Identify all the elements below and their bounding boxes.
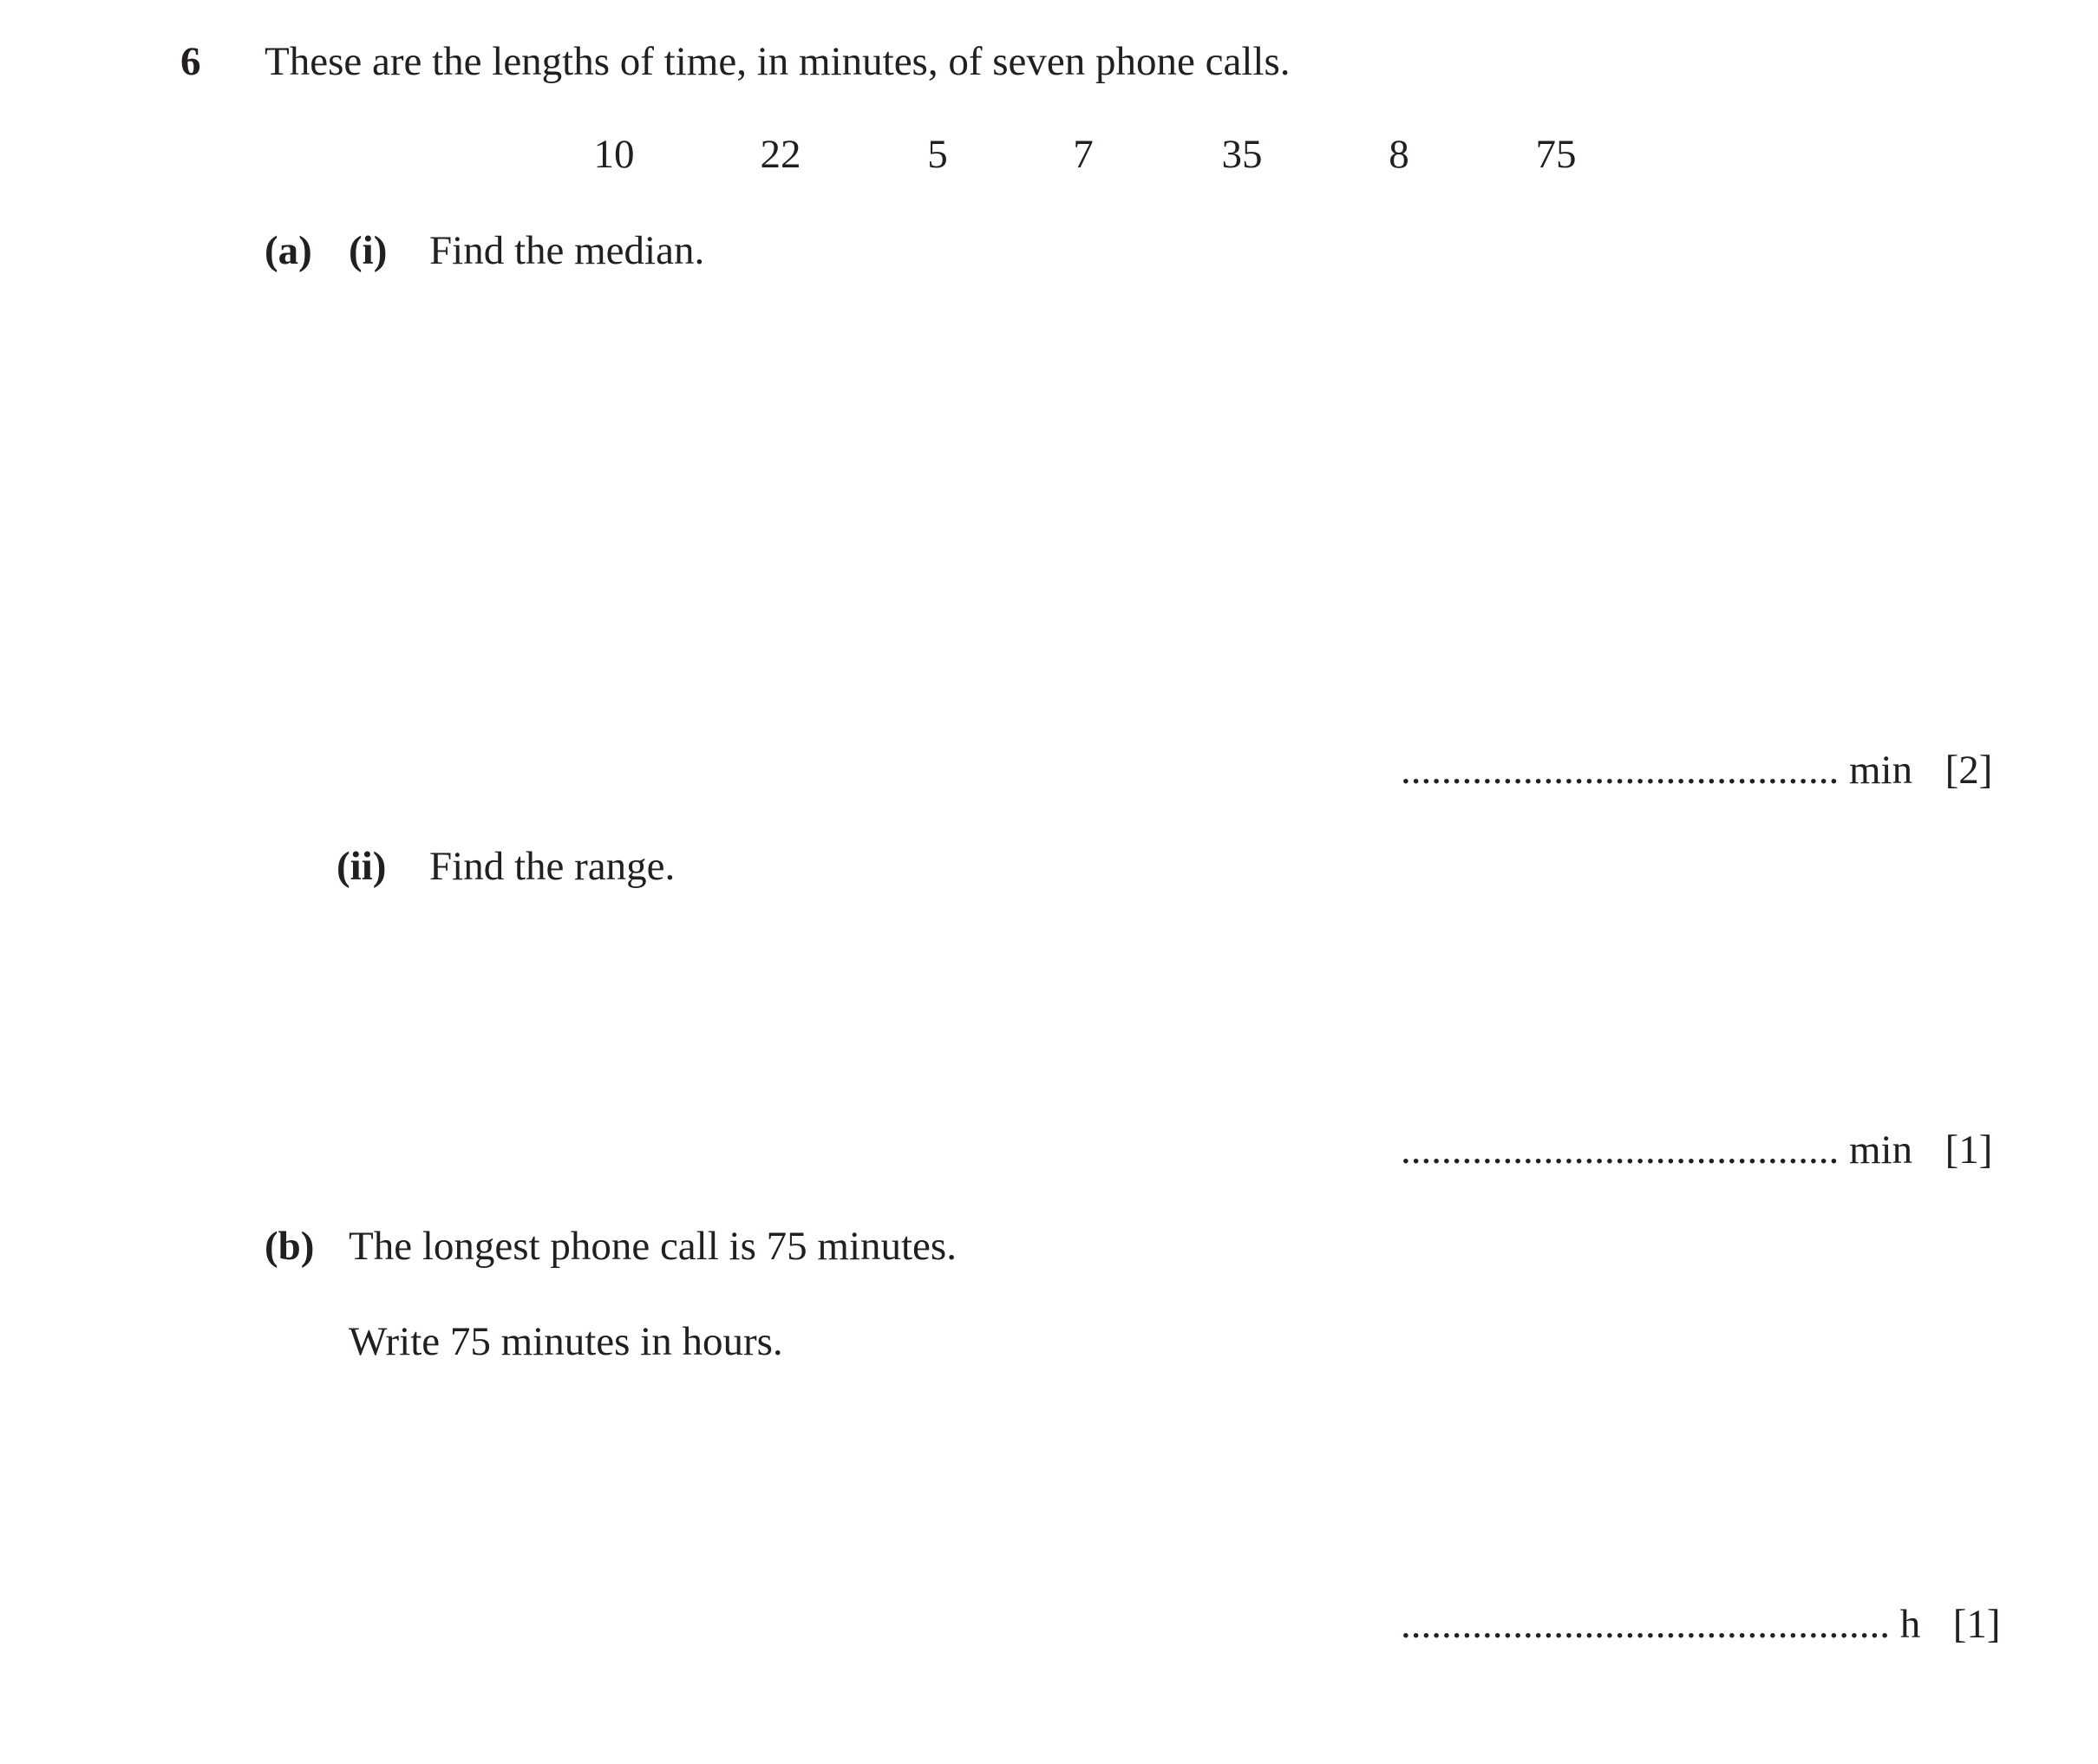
answer-unit: min (1849, 1127, 1913, 1173)
answer-dots: ........................................... (1401, 748, 1840, 793)
data-value: 7 (1073, 132, 1094, 177)
question-number: 6 (180, 39, 201, 84)
data-value: 8 (1389, 132, 1409, 177)
answer-line-a-ii[interactable] (1401, 1127, 1993, 1173)
part-a-ii-text: Find the range. (429, 844, 676, 889)
part-b-label: (b) (265, 1224, 315, 1269)
answer-unit: h (1899, 1602, 1921, 1647)
part-a-i-label: (i) (349, 228, 388, 273)
part-a-i-text: Find the median. (429, 228, 705, 273)
marks: [1] (1952, 1602, 2001, 1647)
answer-dots: ........................................... (1401, 1127, 1840, 1173)
marks: [2] (1944, 748, 1993, 793)
answer-line-a-i[interactable] (1401, 750, 1992, 791)
answer-line-b[interactable] (1401, 1604, 2001, 1645)
part-a-ii-label: (ii) (337, 844, 387, 889)
part-b-text: The longest phone call is 75 minutes. (349, 1224, 957, 1269)
data-value: 5 (927, 132, 948, 177)
data-value: 75 (1535, 132, 1577, 177)
part-b-instruction: Write 75 minutes in hours. (349, 1319, 783, 1364)
answer-dots: ................................................ (1401, 1602, 1890, 1647)
data-value: 10 (593, 132, 635, 177)
answer-unit: min (1849, 748, 1913, 793)
data-value: 35 (1221, 132, 1263, 177)
question-stem: These are the lengths of time, in minutes, of seven phone calls. (265, 39, 1291, 84)
marks: [1] (1944, 1127, 1993, 1173)
data-value: 22 (760, 132, 801, 177)
part-a-label: (a) (265, 228, 312, 273)
